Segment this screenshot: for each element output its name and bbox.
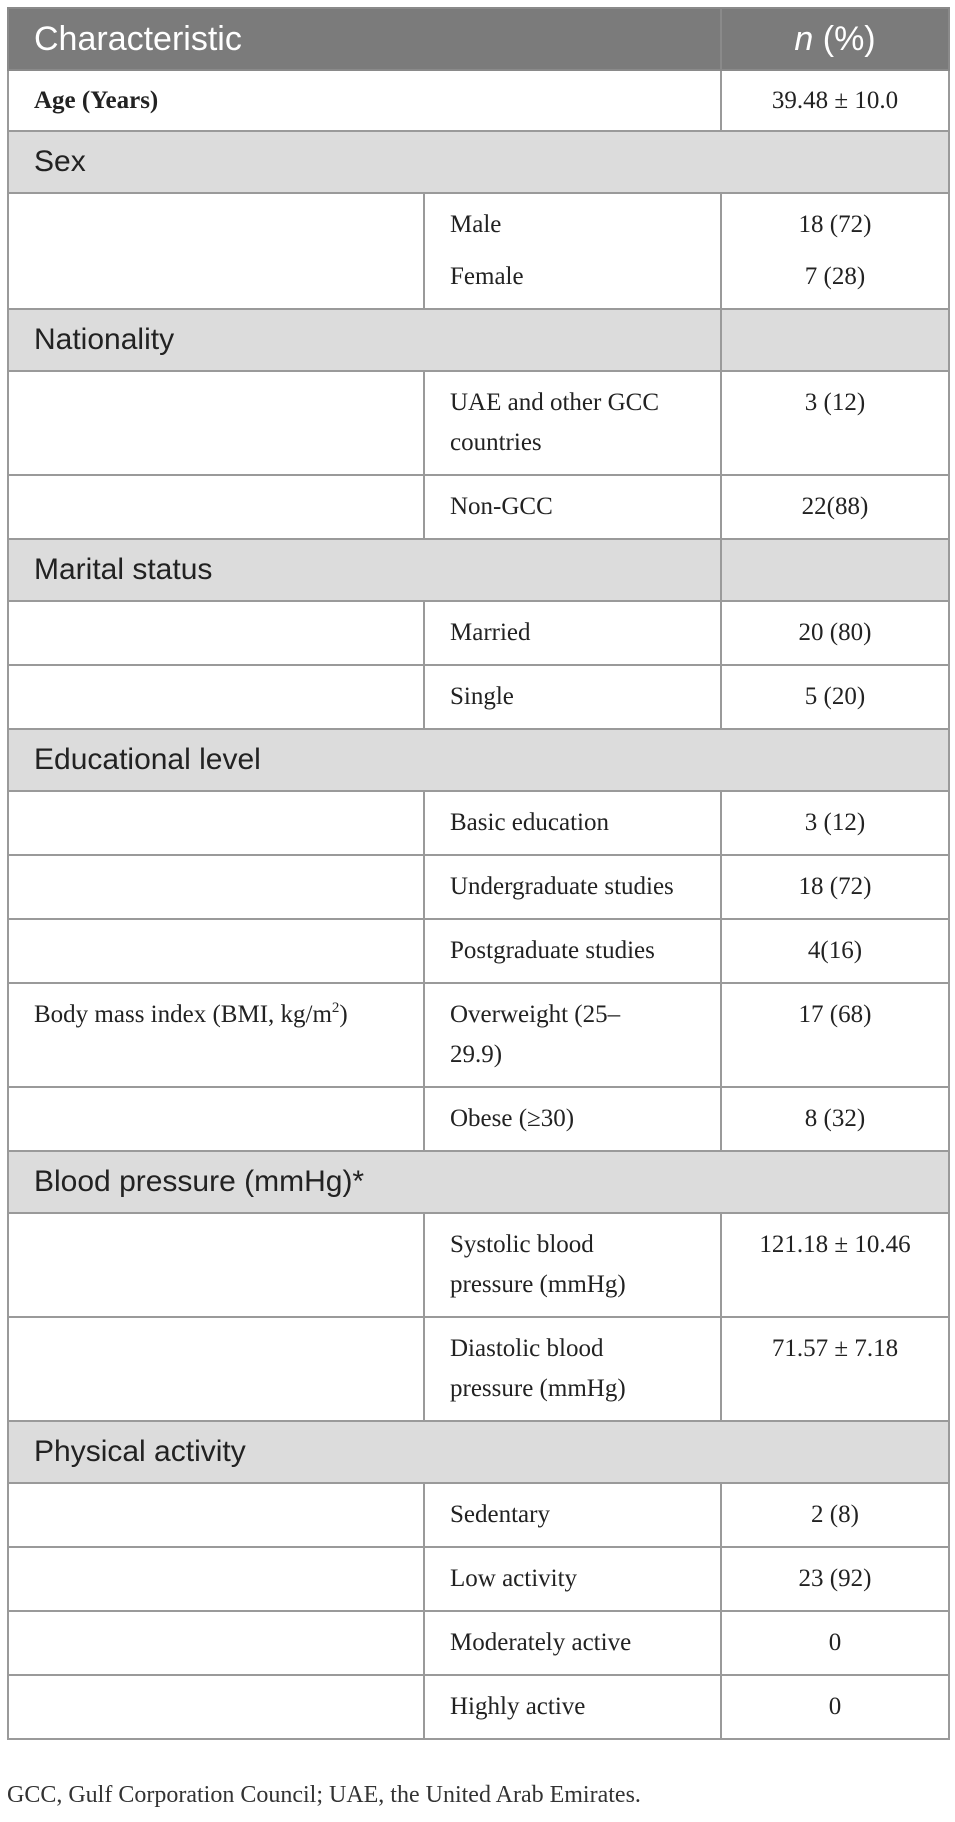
empty-cell (8, 1611, 424, 1675)
row-label: Diastolic blood pressure (mmHg) (424, 1317, 721, 1421)
bmi-label-sup: 2 (331, 1000, 340, 1016)
row-value: 8 (32) (721, 1087, 949, 1151)
table-row (8, 371, 949, 475)
empty-cell (8, 371, 424, 475)
empty-cell (8, 855, 424, 919)
empty-cell (721, 309, 949, 371)
empty-cell (8, 475, 424, 539)
row-value: 2 (8) (721, 1483, 949, 1547)
row-label: Non-GCC (424, 475, 721, 539)
age-label: Age (Years) (8, 70, 721, 131)
table-row (8, 665, 949, 729)
row-value: 121.18 ± 10.46 (721, 1213, 949, 1317)
empty-cell (8, 791, 424, 855)
bmi-label-text: Body mass index (BMI, kg/m (34, 1001, 332, 1028)
empty-cell (8, 1213, 424, 1317)
section-bp: Blood pressure (mmHg)* (8, 1151, 949, 1213)
table-row-bmi (8, 983, 949, 1087)
table-row (8, 855, 949, 919)
section-marital: Marital status (8, 539, 721, 601)
section-row-education (8, 729, 949, 791)
row-value: 3 (12) (721, 791, 949, 855)
section-education: Educational level (8, 729, 949, 791)
row-value: 3 (12) (721, 371, 949, 475)
empty-cell (8, 601, 424, 665)
table-row (8, 791, 949, 855)
row-label: Male (424, 193, 721, 245)
row-label: Sedentary (424, 1483, 721, 1547)
header-characteristic: Characteristic (8, 8, 721, 70)
table-footnote: GCC, Gulf Corporation Council; UAE, the United Arab Emirates. (7, 1782, 641, 1808)
section-row-bp (8, 1151, 949, 1213)
row-value: 4(16) (721, 919, 949, 983)
empty-cell (8, 1483, 424, 1547)
table-row (8, 1547, 949, 1611)
table-row (8, 919, 949, 983)
row-label: Obese (≥30) (424, 1087, 721, 1151)
table-row (8, 1483, 949, 1547)
table-header-row (8, 8, 949, 70)
characteristics-table-container (7, 7, 948, 1740)
bmi-label (8, 983, 424, 1087)
header-n: n (794, 19, 814, 58)
table-row (8, 1317, 949, 1421)
row-value: 5 (20) (721, 665, 949, 729)
row-label: Undergraduate studies (424, 855, 721, 919)
row-value: 18 (72) (721, 855, 949, 919)
row-label: Single (424, 665, 721, 729)
row-label: Systolic blood pressure (mmHg) (424, 1213, 721, 1317)
row-value: 71.57 ± 7.18 (721, 1317, 949, 1421)
row-label: Postgraduate studies (424, 919, 721, 983)
row-value: 23 (92) (721, 1547, 949, 1611)
row-value: 17 (68) (721, 983, 949, 1087)
header-percent: (%) (813, 19, 876, 58)
table-row (8, 1213, 949, 1317)
row-label: Basic education (424, 791, 721, 855)
bmi-label-close: ) (339, 1001, 348, 1028)
table-row (8, 1675, 949, 1739)
table-row (8, 601, 949, 665)
table-row-age (8, 70, 949, 131)
empty-cell (8, 1317, 424, 1421)
row-label: Highly active (424, 1675, 721, 1739)
empty-cell (8, 919, 424, 983)
empty-cell (8, 1087, 424, 1151)
header-n-percent (721, 8, 949, 70)
section-row-nationality (8, 309, 949, 371)
table-row (8, 1611, 949, 1675)
row-label: Overweight (25–29.9) (424, 983, 721, 1087)
section-activity: Physical activity (8, 1421, 949, 1483)
table-row (8, 193, 949, 245)
empty-cell (8, 1675, 424, 1739)
empty-cell (721, 539, 949, 601)
empty-cell (8, 193, 424, 309)
section-row-marital (8, 539, 949, 601)
empty-cell (8, 665, 424, 729)
empty-cell (8, 1547, 424, 1611)
section-nationality: Nationality (8, 309, 721, 371)
row-label: UAE and other GCC countries (424, 371, 721, 475)
row-label: Married (424, 601, 721, 665)
table-row (8, 475, 949, 539)
section-sex: Sex (8, 131, 949, 193)
row-label: Low activity (424, 1547, 721, 1611)
row-value: 0 (721, 1675, 949, 1739)
row-label: Female (424, 245, 721, 309)
section-row-activity (8, 1421, 949, 1483)
row-value: 20 (80) (721, 601, 949, 665)
row-value: 7 (28) (721, 245, 949, 309)
row-value: 22(88) (721, 475, 949, 539)
table-row (8, 1087, 949, 1151)
age-value: 39.48 ± 10.0 (721, 70, 949, 131)
row-value: 18 (72) (721, 193, 949, 245)
characteristics-table (7, 7, 950, 1740)
row-value: 0 (721, 1611, 949, 1675)
row-label: Moderately active (424, 1611, 721, 1675)
section-row-sex (8, 131, 949, 193)
